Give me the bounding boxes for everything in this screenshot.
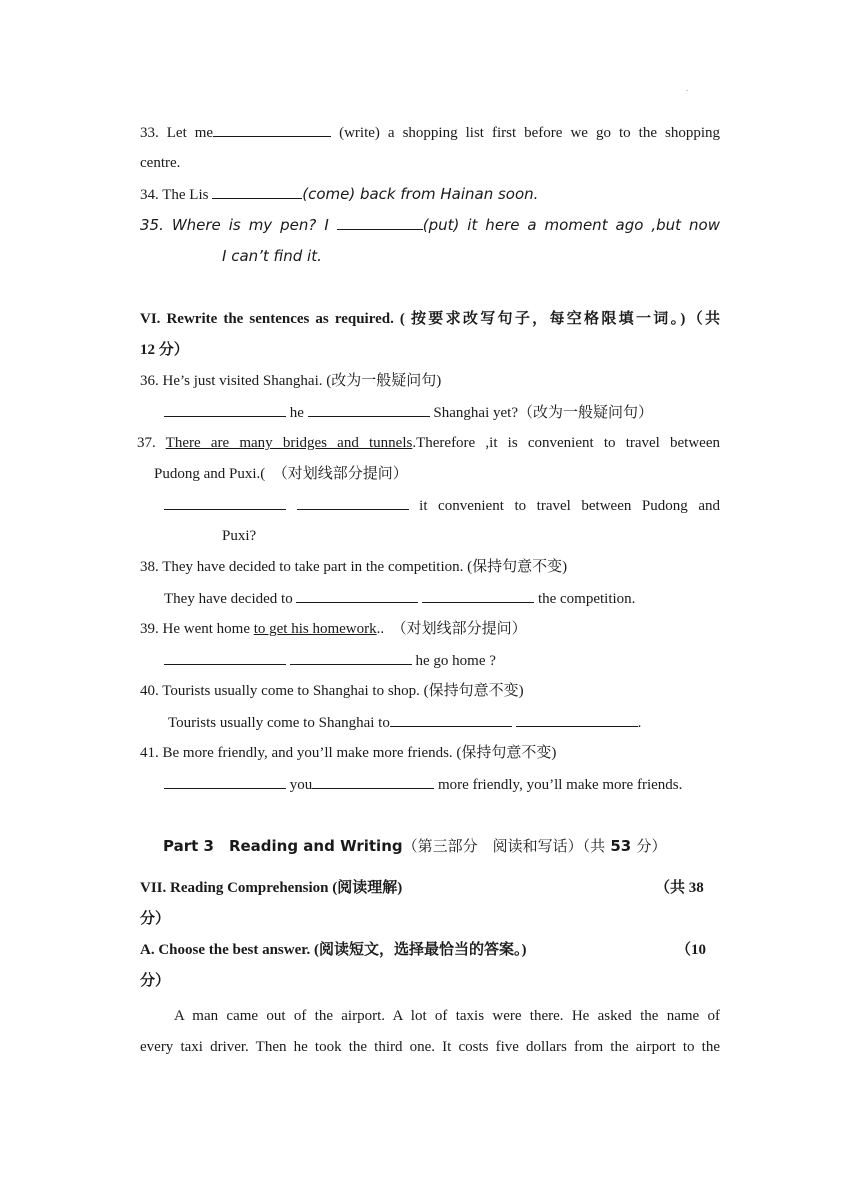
answer-blank[interactable] bbox=[164, 774, 286, 789]
section-7-score-cont: 分） bbox=[140, 911, 171, 927]
section-6-score: 12 分） bbox=[140, 342, 189, 358]
answer-blank[interactable] bbox=[516, 712, 638, 727]
question-38: 38. They have decided to take part in the competition. (保持句意不变) bbox=[140, 559, 568, 575]
answer-blank[interactable] bbox=[296, 588, 418, 603]
question-39-answer: he go home ? bbox=[164, 650, 496, 671]
question-40: 40. Tourists usually come to Shanghai to shop. (保持句意不变) bbox=[140, 683, 524, 699]
section-a-score: （10 bbox=[676, 942, 707, 958]
question-36: 36. He’s just visited Shanghai. (改为一般疑问句) bbox=[140, 373, 442, 389]
question-33-cont: centre. bbox=[140, 155, 181, 171]
part-3-heading: Part 3 Reading and Writing（第三部分 阅读和写话）（共 53 分） bbox=[163, 837, 667, 855]
answer-blank[interactable] bbox=[390, 712, 512, 727]
question-37-answer-cont: Puxi? bbox=[222, 528, 257, 544]
answer-blank[interactable] bbox=[164, 402, 286, 417]
answer-blank[interactable] bbox=[164, 495, 286, 510]
answer-blank[interactable] bbox=[337, 215, 423, 230]
passage-line-2: every taxi driver. Then he took the third one. It costs five dollars from the airport to the bbox=[140, 1039, 720, 1055]
question-41-answer: you more friendly, you’ll make more friends. bbox=[164, 774, 682, 795]
question-39: 39. He went home to get his homework.. （对划线部分提问） bbox=[140, 621, 527, 637]
question-40-answer: Tourists usually come to Shanghai to . bbox=[168, 712, 641, 733]
section-a-title: A. Choose the best answer. (阅读短文，选择最恰当的答案。) bbox=[140, 942, 527, 958]
answer-blank[interactable] bbox=[212, 184, 302, 199]
answer-blank[interactable] bbox=[164, 650, 286, 665]
question-37-cont: Pudong and Puxi.( （对划线部分提问） bbox=[154, 466, 408, 482]
question-33: 33. Let me (write) a shopping list first before we go to the shopping bbox=[140, 122, 720, 143]
section-7-score: （共 38 bbox=[655, 880, 704, 896]
section-6-title: VI. Rewrite the sentences as required. ( 按要求改写句子，每空格限填一词。)（共 bbox=[140, 311, 721, 327]
section-7-title: VII. Reading Comprehension (阅读理解) bbox=[140, 880, 403, 896]
answer-blank[interactable] bbox=[312, 774, 434, 789]
answer-blank[interactable] bbox=[308, 402, 430, 417]
answer-blank[interactable] bbox=[297, 495, 409, 510]
question-35-cont: I can’t find it. bbox=[222, 247, 322, 265]
page-mark: . bbox=[686, 84, 688, 93]
question-36-answer: he Shanghai yet?（改为一般疑问句） bbox=[164, 402, 653, 423]
question-37-answer: it convenient to travel between Pudong and bbox=[164, 495, 720, 516]
question-38-answer: They have decided to the competition. bbox=[164, 588, 635, 609]
question-37: 37. There are many bridges and tunnels.Therefore ,it is convenient to travel between bbox=[137, 435, 720, 451]
question-35: 35. Where is my pen? I (put) it here a moment ago ,but now bbox=[140, 216, 720, 234]
question-41: 41. Be more friendly, and you’ll make more friends. (保持句意不变) bbox=[140, 745, 557, 761]
passage-line-1: A man came out of the airport. A lot of taxis were there. He asked the name of bbox=[174, 1008, 720, 1024]
answer-blank[interactable] bbox=[213, 122, 331, 137]
answer-blank[interactable] bbox=[290, 650, 412, 665]
answer-blank[interactable] bbox=[422, 588, 534, 603]
question-34: 34. The Lis (come) back from Hainan soon. bbox=[140, 185, 539, 203]
section-a-score-cont: 分） bbox=[140, 973, 171, 989]
